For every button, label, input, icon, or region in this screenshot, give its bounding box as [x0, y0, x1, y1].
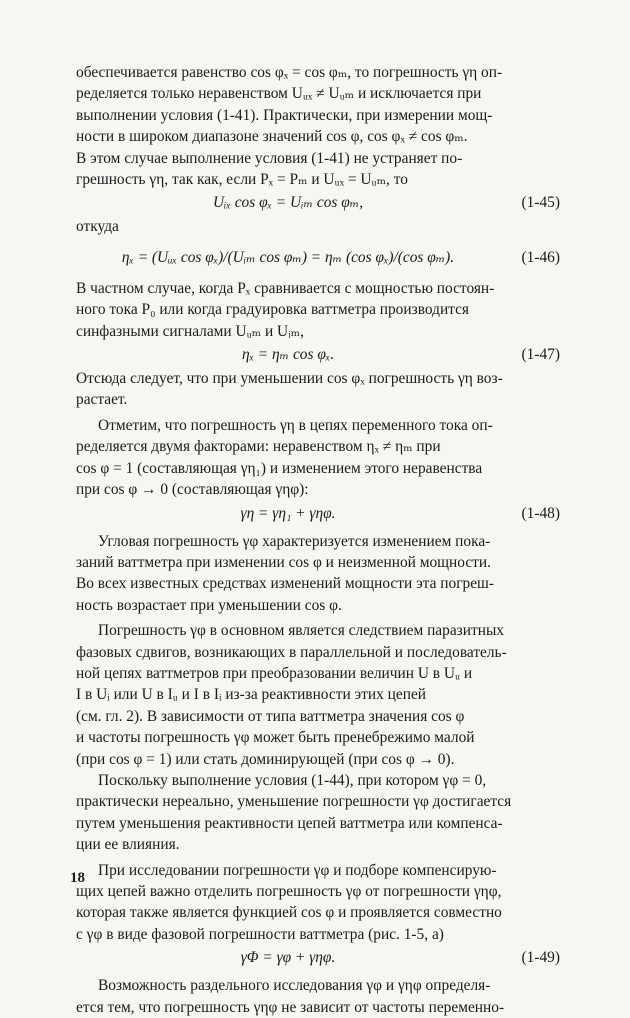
- paragraph: [76, 620, 560, 770]
- page-number: 18: [70, 870, 85, 886]
- paragraph: [76, 415, 560, 501]
- text-line: щих цепей важно отделить погрешность γφ от погрешности γηφ,: [76, 883, 502, 900]
- equation-number: (1-46): [521, 248, 560, 266]
- text-line: В частном случае, когда Pₓ сравнивается с мощностью постоян-: [76, 279, 495, 297]
- text-line: При исследовании погрешности γφ и подборе компенсирую-: [98, 861, 497, 879]
- text-column: [76, 62, 560, 1018]
- text-line: cos φ = 1 (составляющая γη₁) и изменением этого неравенства: [76, 459, 483, 477]
- equation-body: Uᵢₓ cos φₓ = Uᵢₘ cos φₘ,: [212, 194, 364, 212]
- text-line: В этом случае выполнение условия (1-41) не устраняет по-: [76, 149, 463, 167]
- text-line: (см. гл. 2). В зависимости от типа ваттметра значения cos φ: [76, 707, 465, 725]
- text-line: при cos φ → 0 (составляющая γηφ):: [76, 481, 309, 499]
- paragraph: [76, 860, 560, 946]
- text-line: заний ваттметра при изменении cos φ и неизменной мощности.: [76, 553, 491, 571]
- text-line: ного тока P₀ или когда градуировка ваттметра производится: [76, 301, 470, 319]
- equation-body: γΦ = γφ + γηφ.: [240, 949, 336, 967]
- text-line: Погрешность γφ в основном является следствием паразитных: [98, 622, 504, 640]
- paragraph: [76, 975, 560, 1018]
- equation-body: γη = γη₁ + γηφ.: [240, 504, 336, 522]
- text-line: выполнении условия (1-41). Практически, при измерении мощ-: [76, 106, 493, 124]
- text-line: Отсюда следует, что при уменьшении cos φₓ погрешность γη воз-: [76, 370, 503, 388]
- equation-1-45: [76, 190, 560, 216]
- text-line: которая также является функцией cos φ и проявляется совместно: [76, 904, 502, 922]
- equation-number: (1-45): [521, 194, 560, 212]
- equation-body: ηₓ = (Uᵤₓ cos φₓ)/(Uᵢₘ cos φₘ) = ηₘ (cos φₓ)/(cos φₘ).: [121, 248, 455, 266]
- equation-1-48: [76, 501, 560, 527]
- text-line: и частоты погрешность γφ может быть пренебрежимо малой: [76, 729, 475, 747]
- text-line: синфазными сигналами Uᵤₘ и Uᵢₘ,: [76, 322, 304, 340]
- equation-1-47: [76, 342, 560, 368]
- paragraph: [76, 770, 560, 856]
- paragraph: [76, 531, 560, 617]
- equation-body: ηₓ = ηₘ cos φₓ.: [241, 346, 335, 364]
- text-line: растает.: [76, 391, 128, 409]
- equation-1-46: [76, 238, 560, 278]
- equation-number: (1-47): [521, 346, 560, 364]
- text-line: ется тем, что погрешность γηφ не зависит от частоты переменно-: [76, 998, 505, 1016]
- paragraph-continuation: [76, 62, 560, 190]
- text-line: Возможность раздельного исследования γφ и γηφ определя-: [98, 977, 491, 995]
- text-line: ности в широком диапазоне значений cos φ, cos φₓ ≠ cos φₘ.: [76, 128, 468, 146]
- equation-1-49: [76, 945, 560, 971]
- text-line: ции ее влияния.: [76, 836, 180, 854]
- text-line: Отметим, что погрешность γη в цепях переменного тока оп-: [98, 416, 493, 434]
- text-line: фазовых сдвигов, возникающих в параллельной и последователь-: [76, 643, 507, 661]
- text-line: откуда: [76, 218, 119, 236]
- text-line: практически нереально, уменьшение погрешности γφ достигается: [76, 793, 512, 811]
- equation-number: (1-48): [521, 504, 560, 522]
- text-line: (при cos φ = 1) или стать доминирующей (при cos φ → 0).: [76, 750, 455, 768]
- text-line: с γφ в виде фазовой погрешности ваттметра (рис. 1-5, a): [76, 925, 444, 943]
- text-line: обеспечивается равенство cos φₓ = cos φₘ, то погрешность γη оп-: [76, 64, 503, 81]
- text-line: ределяется только неравенством Uᵤₓ ≠ Uᵤₘ и исключается при: [76, 85, 482, 103]
- equation-number: (1-49): [521, 949, 560, 967]
- text-line: Угловая погрешность γφ характеризуется изменением пока-: [98, 532, 491, 550]
- text-line: Во всех известных средствах изменений мощности эта погреш-: [76, 575, 495, 593]
- text-line: грешность γη, так как, если Pₓ = Pₘ и Uᵤₓ = Uᵤₘ, то: [76, 171, 408, 189]
- paragraph: [76, 278, 560, 342]
- text-line: ределяется двумя факторами: неравенством ηₓ ≠ ηₘ при: [76, 438, 441, 456]
- text-line: ность возрастает при уменьшении cos φ.: [76, 596, 342, 614]
- text-line: I в Uᵢ или U в Iᵤ и I в Iᵢ из-за реактивности этих цепей: [76, 686, 427, 704]
- paragraph: [76, 368, 560, 411]
- text-line: Поскольку выполнение условия (1-44), при котором γφ = 0,: [98, 771, 487, 789]
- text-line: ной цепях ваттметров при преобразовании величин U в Uᵤ и: [76, 664, 473, 682]
- text-line: путем уменьшения реактивности цепей ваттметра или компенса-: [76, 814, 503, 832]
